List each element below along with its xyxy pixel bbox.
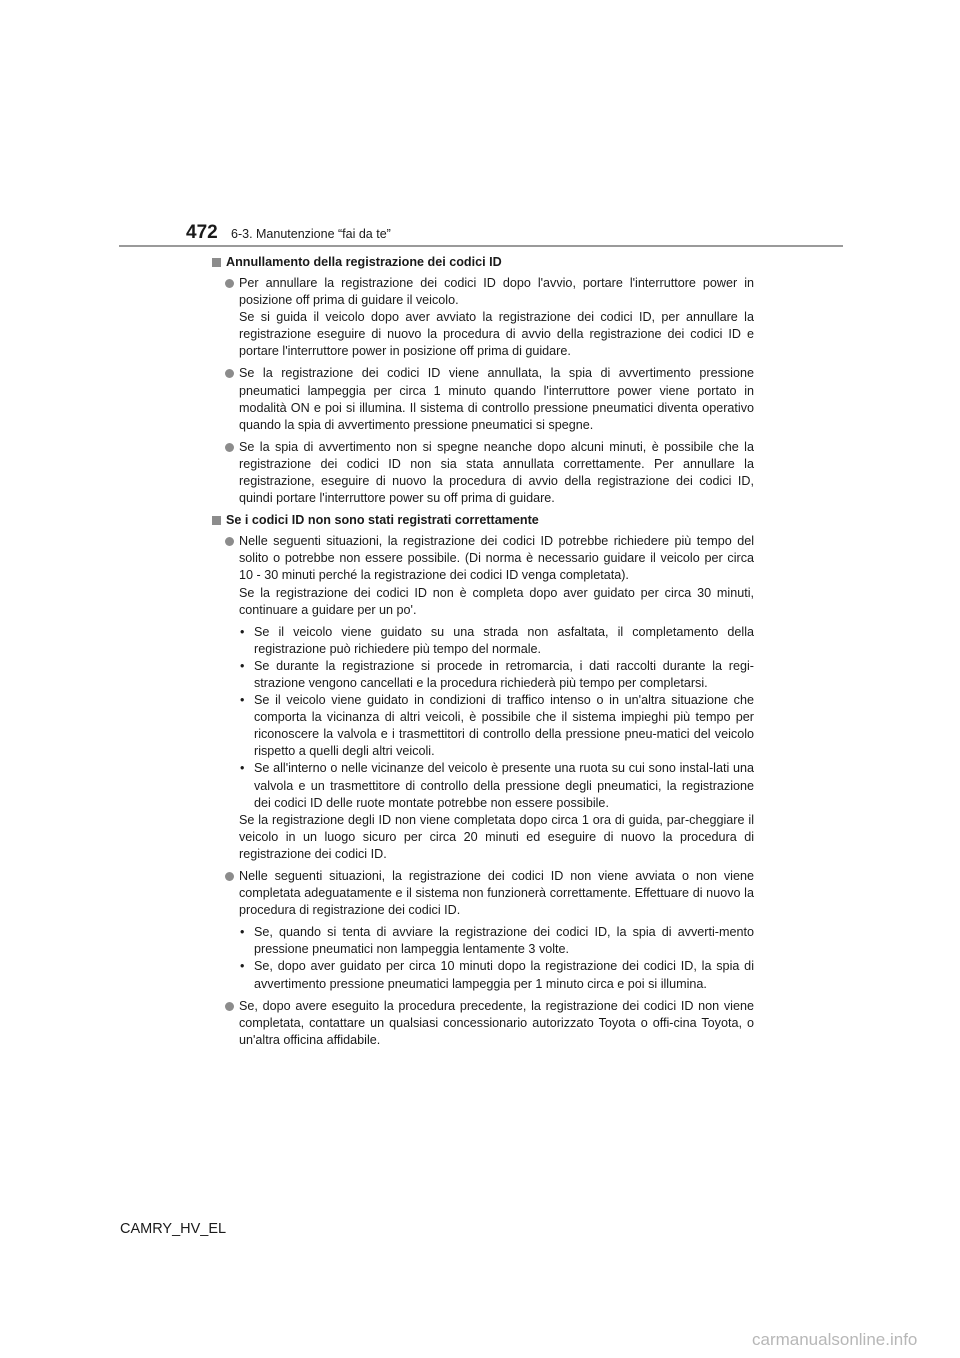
item-paragraph: Se la registrazione dei codici ID non è completa dopo aver guidato per circa 30 minuti, continuare a guidare per un po'. <box>239 585 754 617</box>
header-divider <box>119 245 843 247</box>
list-item <box>211 868 754 919</box>
item-paragraph: Nelle seguenti situazioni, la registrazione dei codici ID non viene avviata o non viene completata adeguatamente e il sistema non funzionerà correttamente. Effettuare di nuovo la procedura di registrazione dei codici ID. <box>239 869 754 918</box>
item-paragraph: Se, dopo avere eseguito la procedura precedente, la registrazione dei codici ID non viene completata, contattare un qualsiasi concessionario autorizzato Toyota o offi-cina Toyota, o un'altra officina affidabile. <box>239 998 754 1047</box>
list-item <box>211 439 754 507</box>
bullet-dot-icon: • <box>240 925 245 940</box>
item-paragraph: Se la registrazione degli ID non viene completata dopo circa 1 ora di guida, par-cheggiare il veicolo in un luogo sicuro per circa 20 minuti ed eseguire di nuovo la procedura di registrazione dei codici ID. <box>239 812 754 861</box>
list-item <box>211 998 754 1049</box>
section-heading: Annullamento della registrazione dei codici ID <box>211 254 754 271</box>
section-heading: Se i codici ID non sono stati registrati correttamente <box>211 512 754 529</box>
watermark: carmanualsonline.info <box>752 1330 918 1349</box>
circle-bullet-icon <box>225 369 234 378</box>
sub-bullet-item: • Se, quando si tenta di avviare la registrazione dei codici ID, la spia di avverti-mento pressione pneumatici non lampeggia lentamente 3 volte. <box>240 925 754 957</box>
circle-bullet-icon <box>225 872 234 881</box>
sub-bullet-item: • Se il veicolo viene guidato su una strada non asfaltata, il completamento della registrazione può richiedere più tempo del normale. <box>240 624 754 656</box>
list-item <box>211 365 754 433</box>
circle-bullet-icon <box>225 537 234 546</box>
sub-bullet-item: • Se durante la registrazione si procede in retromarcia, i dati raccolti durante la regi-strazione vengono cancellati e la procedura richiederà più tempo per completarsi. <box>240 658 754 690</box>
bullet-dot-icon: • <box>240 624 245 639</box>
page-content <box>211 254 754 1054</box>
item-paragraph: Per annullare la registrazione dei codici ID dopo l'avvio, portare l'interruttore power in posizione off prima di guidare il veicolo. <box>239 276 754 308</box>
section-title: 6-3. Manutenzione “fai da te” <box>231 227 391 241</box>
item-paragraph: Se la spia di avvertimento non si spegne neanche dopo alcuni minuti, è possibile che la registrazione dei codici ID non sia stata annullata correttamente. Per annullare la registrazione, eseguire di nuovo la procedura di avvio della registrazione dei codici ID, quindi portare l'interruttore power su off prima di guidare. <box>239 439 754 506</box>
item-paragraph: Se si guida il veicolo dopo aver avviato la registrazione dei codici ID, per annullare la registrazione eseguire di nuovo la procedura di avvio della registrazione dei codici ID e portare l'interruttore power in posizione off prima di guidare. <box>239 310 754 359</box>
item-paragraph: Se la registrazione dei codici ID viene annullata, la spia di avvertimento pressione pneumatici lampeggia per circa 1 minuto quando l'interruttore power viene portato in modalità ON e poi si illumina. Il sistema di controllo pressione pneumatici diventa operativo quando la spia di avvertimento pressione pneumatici si spegne. <box>239 366 754 432</box>
item-paragraph: Nelle seguenti situazioni, la registrazione dei codici ID potrebbe richiedere più tempo del solito o potrebbe non essere possibile. (Di norma è necessario guidare il veicolo per circa 10 - 30 minuti perché la registrazione dei codici ID venga completata). <box>239 534 754 583</box>
circle-bullet-icon <box>225 279 234 288</box>
bullet-dot-icon: • <box>240 761 245 776</box>
sub-bullet-item: • Se il veicolo viene guidato in condizioni di traffico intenso o in un'altra situazione che comporta la vicinanza di altri veicoli, è possibile che il sistema impieghi più tempo per riconoscere la valvola e i trasmettitori di controllo della pressione pneu-matici del veicolo rispetto a quelli degli altri veicoli. <box>240 693 754 759</box>
list-item <box>211 275 754 360</box>
sub-bullet-item: • Se, dopo aver guidato per circa 10 minuti dopo la registrazione dei codici ID, la spia di avvertimento pressione pneumatici lampeggia per 1 minuto circa e poi si illumina. <box>240 959 754 991</box>
circle-bullet-icon <box>225 443 234 452</box>
square-bullet-icon <box>212 258 221 267</box>
bullet-dot-icon: • <box>240 658 245 673</box>
sub-bullet-item: • Se all'interno o nelle vicinanze del veicolo è presente una ruota su cui sono instal-lati una valvola e un trasmettitore di controllo della pressione degli pneumatici, la registrazione dei codici ID delle ruote montate potrebbe non essere possibile. <box>240 761 754 810</box>
page-number: 472 <box>186 222 218 243</box>
list-item <box>211 533 754 618</box>
bullet-dot-icon: • <box>240 959 245 974</box>
circle-bullet-icon <box>225 1002 234 1011</box>
square-bullet-icon <box>212 516 221 525</box>
footer-model-code: CAMRY_HV_EL <box>120 1221 227 1237</box>
bullet-dot-icon: • <box>240 693 245 708</box>
